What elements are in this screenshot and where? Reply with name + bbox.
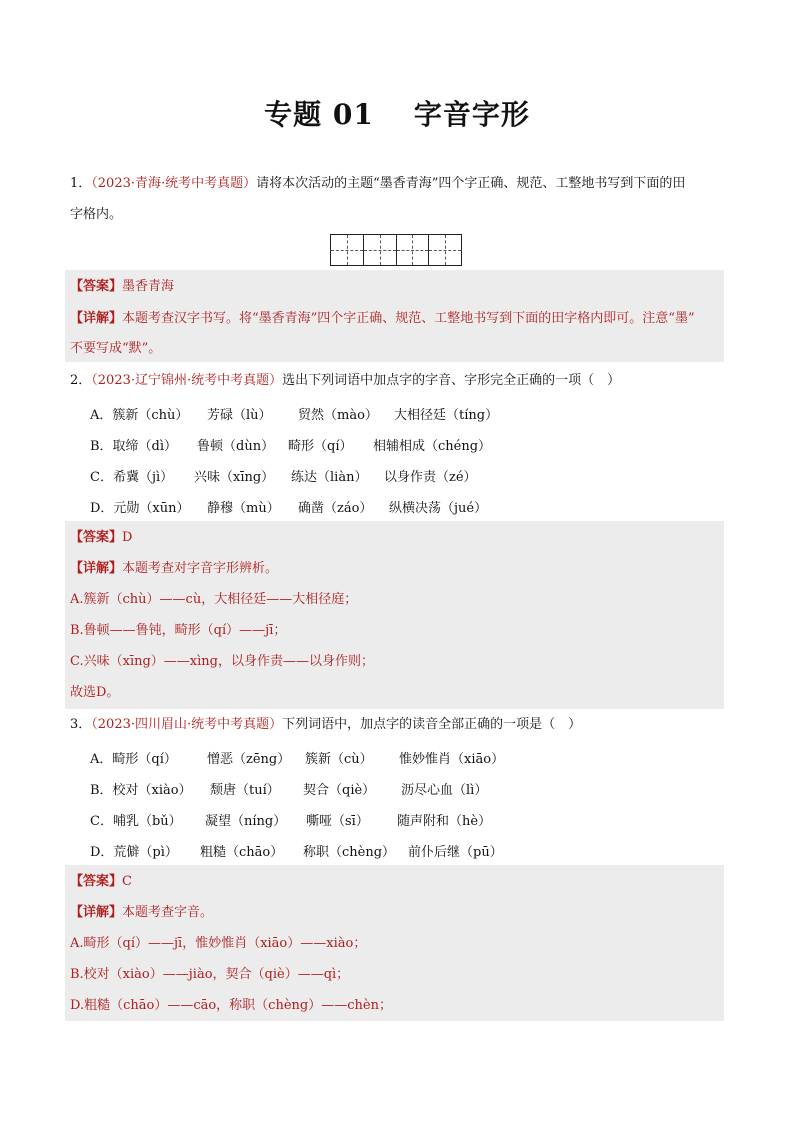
- question-3-option-c: C．哺乳（bǔ） 凝望（níng） 嘶哑（sī） 随声附和（hè）: [90, 814, 492, 829]
- grid-cell: [331, 235, 364, 265]
- question-3-detail-line: B.校对（xiào）——jiào，契合（qiè）——qì；: [70, 967, 350, 982]
- page-title: 专题 01 字音字形: [264, 98, 530, 131]
- question-3-stem: 3．（2023·四川眉山·统考中考真题）下列词语中，加点字的读音全部正确的一项是（ ）: [70, 717, 582, 732]
- question-3-detail: 【详解】本题考查字音。: [70, 905, 214, 920]
- question-1-answer: 【答案】墨香青海: [70, 279, 175, 294]
- question-2-option-d: D．元勋（xūn） 静穆（mù） 确凿（záo） 纵横决荡（jué）: [90, 501, 488, 516]
- grid-cell: [429, 235, 461, 265]
- grid-cell: [364, 235, 397, 265]
- question-2-answer: 【答案】D: [70, 530, 133, 545]
- tianzige-grid: [330, 234, 462, 266]
- question-2-option-a: A．簇新（chù） 芳碌（lù） 贸然（mào） 大相径廷（tíng）: [90, 408, 499, 423]
- question-3-option-b: B．校对（xiào） 颓唐（tuí） 契合（qiè） 沥尽心血（lì）: [90, 783, 488, 798]
- question-3-detail-line: D.粗糙（chāo）——cāo，称职（chèng）——chèn；: [70, 998, 392, 1013]
- question-2-detail-line: 故选D。: [70, 685, 120, 700]
- question-1-detail-line-1: 【详解】本题考查汉字书写。将“墨香青海”四个字正确、规范、工整地书写到下面的田字格内即可。注意“墨”: [70, 311, 695, 326]
- question-2-answer-box: [65, 521, 724, 709]
- question-1-detail-line-2: 不要写成“默”。: [70, 341, 162, 356]
- question-2-detail-line: C.兴味（xīng）——xìng，以身作责——以身作则；: [70, 654, 374, 669]
- question-2-option-c: C．希冀（jì） 兴味（xīng） 练达（liàn） 以身作责（zé）: [90, 470, 477, 485]
- question-2-detail: 【详解】本题考查对字音字形辨析。: [70, 561, 279, 576]
- question-2-option-b: B．取缔（dì） 鲁顿（dùn） 畸形（qí） 相辅相成（chéng）: [90, 439, 492, 454]
- question-1-source: （2023·青海·统考中考真题）: [91, 176, 257, 191]
- question-3-answer: 【答案】C: [70, 874, 132, 889]
- question-3-option-d: D．荒僻（pì） 粗糙（chāo） 称职（chèng） 前仆后继（pū）: [90, 845, 503, 860]
- question-1-line-1: 1．（2023·青海·统考中考真题）请将本次活动的主题“墨香青海”四个字正确、规范、工整地书写到下面的田: [70, 176, 686, 191]
- question-1-line-2: 字格内。: [70, 207, 123, 222]
- question-3-source: （2023·四川眉山·统考中考真题）: [91, 717, 283, 732]
- question-2-detail-line: B.鲁顿——鲁钝，畸形（qí）——jī；: [70, 623, 287, 638]
- question-2-detail-line: A.簇新（chù）——cù，大相径廷——大相径庭；: [70, 592, 358, 607]
- question-2-source: （2023·辽宁锦州·统考中考真题）: [91, 373, 283, 388]
- question-3-detail-line: A.畸形（qí）——jī，惟妙惟肖（xiāo）——xiào；: [70, 936, 367, 951]
- question-3-option-a: A．畸形（qí） 憎恶（zēng） 簇新（cù） 惟妙惟肖（xiāo）: [90, 752, 505, 767]
- grid-cell: [397, 235, 430, 265]
- question-2-stem: 2．（2023·辽宁锦州·统考中考真题）选出下列词语中加点字的字音、字形完全正确的一项（ ）: [70, 373, 621, 388]
